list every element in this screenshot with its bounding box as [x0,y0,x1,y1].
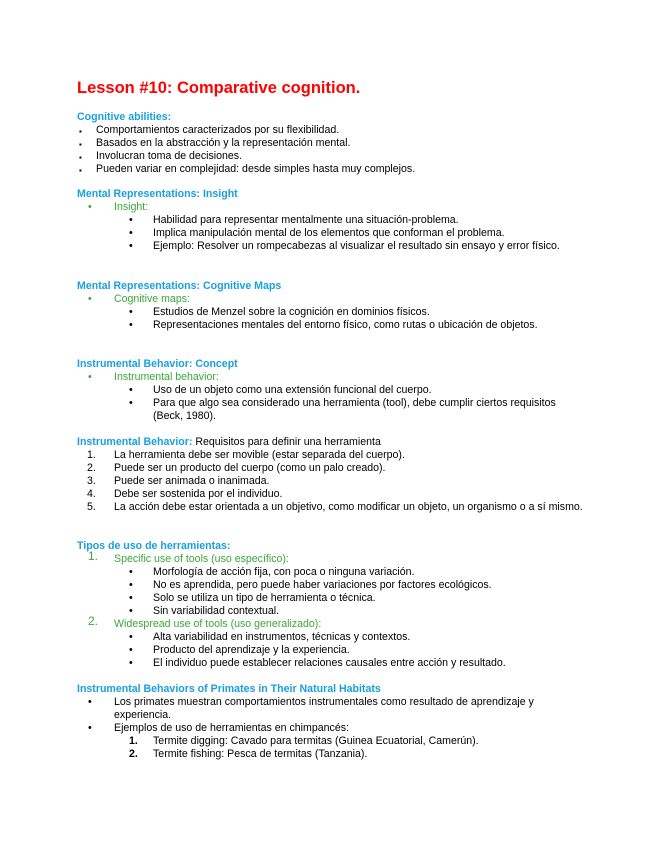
sub-list-item-text: Producto del aprendizaje y la experiencia. [153,644,350,656]
list-item-text: Instrumental behavior: [114,371,219,383]
bullet-marker: • [129,566,133,578]
bullet-marker: ▪ [79,140,82,149]
numbered-item-text: La herramienta debe ser movible (estar separada del cuerpo). [114,449,405,461]
sub-list-item-text: Sin variabilidad contextual. [153,605,280,617]
bullet-marker: ▪ [79,153,82,162]
section-heading: Instrumental Behavior: Concept [77,358,238,370]
list-item-text: Los primates muestran comportamientos instrumentales como resultado de aprendizaje y experiencia. [114,696,534,721]
sub-list-item-text: Representaciones mentales del entorno físico, como rutas o ubicación de objetos. [153,319,538,331]
bullet-marker: • [129,227,133,239]
bullet-marker: • [88,293,92,305]
heading-lead: Instrumental Behavior: [77,436,193,448]
item-number: 2. [88,614,99,628]
list-item-text: Comportamientos caracterizados por su flexibilidad. [96,124,340,136]
sub-list-item-text: Solo se utiliza un tipo de herramienta o técnica. [153,592,376,604]
bullet-marker: ▪ [79,166,82,175]
sub-list-item-text: Para que algo sea considerado una herramienta (tool), debe cumplir ciertos requisitos (Beck, 1980). [153,397,556,422]
sub-list-item-text: Morfología de acción fija, con poca o ninguna variación. [153,566,415,578]
bullet-marker: • [129,657,133,669]
list-item-text: Insight: [114,201,149,213]
group-label: Widespread use of tools (uso generalizado): [114,618,322,630]
list-item-text: Cognitive maps: [114,293,190,305]
item-number: 1. [129,735,138,747]
bullet-marker: • [129,579,133,591]
numbered-sub-item-text: Termite fishing: Pesca de termitas (Tanzania). [153,748,368,760]
bullet-marker: • [129,397,133,409]
numbered-item-text: Puede ser animada o inanimada. [114,475,270,487]
list-item-text: Ejemplos de uso de herramientas en chimpancés: [114,722,349,734]
section-heading: Cognitive abilities: [77,111,172,123]
section-heading [77,436,381,449]
numbered-item-text: La acción debe estar orientada a un objetivo, como modificar un objeto, un organismo o a sí mismo. [114,501,583,513]
bullet-marker: • [129,631,133,643]
list-item-text: Basados en la abstracción y la representación mental. [96,137,351,149]
bullet-marker: • [129,214,133,226]
sub-list-item-text: Alta variabilidad en instrumentos, técnicas y contextos. [153,631,411,643]
section-heading: Tipos de uso de herramientas: [77,540,231,552]
section-heading: Mental Representations: Cognitive Maps [77,280,282,292]
bullet-marker: • [129,240,133,252]
section-heading: Instrumental Behaviors of Primates in Their Natural Habitats [77,683,381,695]
bullet-marker: ▪ [79,127,82,136]
sub-list-item-text: Uso de un objeto como una extensión funcional del cuerpo. [153,384,432,396]
bullet-marker: • [88,371,92,383]
sub-list-item-text: Habilidad para representar mentalmente una situación-problema. [153,214,459,226]
heading-rest: Requisitos para definir una herramienta [195,436,381,448]
bullet-marker: • [88,722,92,734]
item-number: 1. [87,449,96,461]
item-number: 3. [87,475,96,487]
item-number: 2. [87,462,96,474]
bullet-marker: • [88,201,92,213]
group-label: Specific use of tools (uso específico): [114,553,289,565]
bullet-marker: • [129,605,133,617]
bullet-marker: • [129,592,133,604]
item-number: 5. [87,501,96,513]
bullet-marker: • [129,644,133,656]
list-item-text: Pueden variar en complejidad: desde simples hasta muy complejos. [96,163,416,175]
item-number: 1. [88,549,99,563]
sub-list-item-text: Implica manipulación mental de los elementos que conforman el problema. [153,227,505,239]
section-heading: Mental Representations: Insight [77,188,238,200]
lesson-title: Lesson #10: Comparative cognition. [77,79,361,97]
sub-list-item-text: El individuo puede establecer relaciones causales entre acción y resultado. [153,657,506,669]
sub-list-item-text: Estudios de Menzel sobre la cognición en dominios físicos. [153,306,430,318]
bullet-marker: • [129,384,133,396]
sub-list-item-text: No es aprendida, pero puede haber variaciones por factores ecológicos. [153,579,492,591]
list-item-text: Involucran toma de decisiones. [96,150,243,162]
item-number: 2. [129,748,138,760]
numbered-item-text: Puede ser un producto del cuerpo (como un palo creado). [114,462,386,474]
sub-list-item-text: Ejemplo: Resolver un rompecabezas al visualizar el resultado sin ensayo y error físico. [153,240,560,252]
bullet-marker: • [129,319,133,331]
numbered-sub-item-text: Termite digging: Cavado para termitas (Guinea Ecuatorial, Camerún). [153,735,479,747]
bullet-marker: • [88,696,92,708]
numbered-item-text: Debe ser sostenida por el individuo. [114,488,283,500]
item-number: 4. [87,488,96,500]
bullet-marker: • [129,306,133,318]
